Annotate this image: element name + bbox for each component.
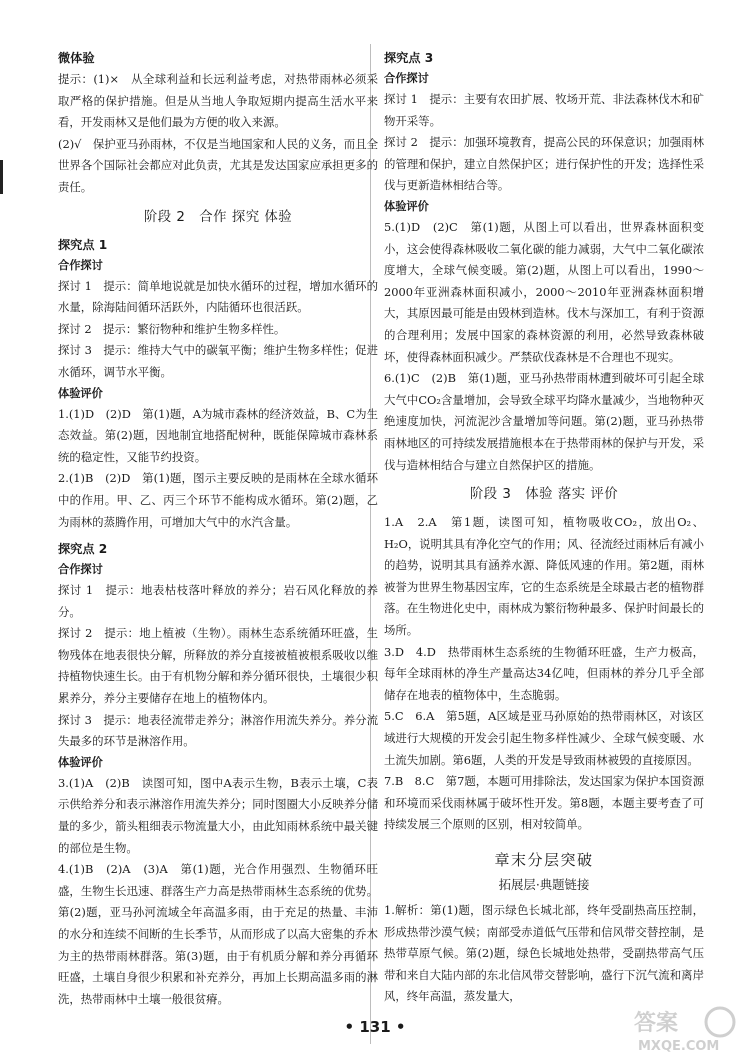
page-number: • 131 •	[344, 1018, 406, 1036]
explore-point-1-heading: 探究点 1	[58, 237, 108, 252]
svg-text:MXQE.COM: MXQE.COM	[638, 1039, 720, 1054]
experience-evaluation-heading: 体验评价	[384, 199, 429, 213]
discussion-3: 探讨 3 提示：维持大气中的碳氧平衡；维护生物多样性；促进水循环，调节水平衡。	[58, 343, 378, 379]
experience-evaluation-heading: 体验评价	[58, 386, 103, 400]
experience-evaluation-heading: 体验评价	[58, 755, 103, 769]
stage-3-answers-5-6: 5.C 6.A 第5题，A区域是亚马孙原始的热带雨林区，对该区域进行大规模的开发会引起生物多样性减少、全球气候变暖、水土流失加剧。第6题，人类的开发是导致雨林被毁的直接原因。	[384, 709, 704, 767]
explore-point-3-heading: 探究点 3	[384, 51, 434, 65]
evaluation-answer-3: 3.(1)A (2)B 读图可知，图中A表示生物，B表示土壤，C表示供给养分和表示淋溶作用流失养分；同时图圈大小反映养分储量的多少，箭头粗细表示物流量大小，由此知雨林系统中最关键的部位是生物。	[58, 775, 378, 855]
evaluation-answer-1: 1.(1)D (2)D 第(1)题，A为城市森林的经济效益，B、C为生态效益。第(2)题，因地制宜地搭配树种，既能保障城市森林系统的稳定性，又能节约投资。	[58, 406, 378, 464]
discussion-2: 探讨 2 提示：加强环境教育，提高公民的环保意识；加强雨林的管理和保护，建立自然保护区；进行保护性的开发；选择性采伐与更新造林相结合等。	[384, 135, 704, 193]
stage-3-heading: 阶段 3 体验 落实 评价	[469, 487, 619, 503]
discussion-1: 探讨 1 提示：简单地说就是加快水循环的过程，增加水循环的水量，除海陆间循环活跃外，内陆循环也很活跃。	[58, 278, 378, 315]
discussion-1: 探讨 1 提示：地表枯枝落叶释放的养分；岩石风化释放的养分。	[58, 583, 378, 619]
stage-3-answers-7-8: 7.B 8.C 第7题，本题可用排除法，发达国家为保护本国资源和环境而采伐雨林属于破坏性开发。第8题，本题主要考查了可持续发展三个原则的区别，相对较简单。	[384, 774, 704, 832]
cooperative-discussion-heading: 合作探讨	[58, 258, 103, 272]
right-column	[384, 46, 704, 1008]
evaluation-answer-2: 2.(1)B (2)D 第(1)题，图示主要反映的是雨林在全球水循环中的作用。甲、乙、丙三个环节不能构成水循环。第(2)题，乙为雨林的蒸腾作用，可增加大气中的水汽含量。	[58, 471, 378, 529]
micro-experience-heading: 微体验	[58, 51, 95, 65]
evaluation-answer-5: 5.(1)D (2)C 第(1)题，从图上可以看出，世界森林面积变小，这会使得森林吸收二氧化碳的能力减弱，大气中二氧化碳浓度增大，全球气候变暖。第(2)题，从图上可以看出，1990～2000年亚洲森林面积减小，2000～2010年亚洲森林面积增大，其原因最可能是由毁林到造林。伐木与深加工，有利于资源的合理利用；发展中国家的森林资源的利用，必然导致森林破坏，使得森林面积减少。严禁砍伐森林是不合理也不现实。	[384, 219, 704, 364]
discussion-3: 探讨 3 提示：地表径流带走养分；淋溶作用流失养分。养分流失最多的环节是淋溶作用。	[58, 712, 378, 749]
discussion-2: 探讨 2 提示：地上植被（生物）。雨林生态系统循环旺盛，生物残体在地表很快分解，所释放的养分直接被植被根系吸收以维持植物快速生长。由于有机物分解和养分循环很快，土壤很少积累养分，养分主要储存在地上的植物体内。	[58, 626, 378, 706]
svg-text:答案: 答案	[634, 1011, 679, 1036]
evaluation-answer-4: 4.(1)B (2)A (3)A 第(1)题，光合作用强烈、生物循环旺盛，生物生长迅速、群落生产力高是热带雨林生态系统的优势。第(2)题，亚马孙河流域全年高温多雨，由于充足的热量、丰沛的水分和连续不间断的生长季节，从而形成了以高大密集的乔木为主的热带雨林群落。第(3)题，由于有机质分解和养分再循环旺盛，土壤自身很少积累和补充养分，再加上长期高温多雨的淋洗，热带雨林中土壤一般很贫瘠。	[58, 862, 378, 1006]
explore-point-2-heading: 探究点 2	[58, 542, 108, 557]
discussion-2: 探讨 2 提示：繁衍物种和维护生物多样性。	[58, 321, 286, 336]
stage-2-heading: 阶段 2 合作 探究 体验	[143, 209, 293, 225]
evaluation-answer-6: 6.(1)C (2)B 第(1)题，亚马孙热带雨林遭到破坏可引起全球大气中CO₂含量增加，会导致全球平均降水量减少，当地物种灭绝速度加快，河流泥沙含量增加等问题。第(2)题，亚马孙热带雨林地区的可持续发展措施根本在于热带雨林的保护与开发，采伐与造林相结合与建立自然保护区的措施。	[384, 371, 704, 472]
watermark-logo	[630, 1002, 742, 1056]
extension-layer-subheading: 拓展层·典题链接	[498, 877, 590, 892]
micro-answer-1: 提示：(1)× 从全球利益和长远利益考虑，对热带雨林必须采取严格的保护措施。但是从当地人争取短期内提高生活水平来看，开发雨林又是他们最为方便的收入来源。	[58, 72, 378, 130]
page-edge-mark	[0, 160, 3, 194]
discussion-1: 探讨 1 提示：主要有农田扩展、牧场开荒、非法森林伐木和矿物开采等。	[384, 92, 704, 128]
micro-answer-2: (2)√ 保护亚马孙雨林，不仅是当地国家和人民的义务，而且全世界各个国际社会都应对此负责，尤其是发达国家应承担更多的责任。	[58, 136, 378, 194]
left-column	[58, 46, 378, 1010]
chapter-summary-heading: 章末分层突破	[494, 851, 594, 869]
stage-3-answers-1-2: 1.A 2.A 第1题，读图可知，植物吸收CO₂，放出O₂、H₂O，说明其具有净化空气的作用；风、径流经过雨林后有减小的趋势，说明其具有涵养水源、降低风速的作用。第2题，雨林被誉为世界生物基因宝库，它的生态系统是全球最古老的植物群落。在生物进化史中，雨林成为繁衍物种最多、保护时间最长的场所。	[384, 515, 704, 638]
analysis-answer-1: 1.解析：第(1)题，图示绿色长城北部，终年受副热高压控制，形成热带沙漠气候；南部受赤道低气压带和信风带交替控制，是热带草原气候。第(2)题，绿色长城地处热带，受副热带高气压带和来自大陆内部的东北信风带交替影响，盛行下沉气流和离岸风，终年高温，蒸发量大，	[384, 903, 704, 1004]
cooperative-discussion-heading: 合作探讨	[384, 72, 429, 85]
cooperative-discussion-heading: 合作探讨	[58, 563, 103, 577]
stage-3-answers-3-4: 3.D 4.D 热带雨林生态系统的生物循环旺盛，生产力极高，每年全球雨林的净生产量高达34亿吨，但雨林的养分几乎全部储存在地表的植物体中，生态脆弱。	[384, 644, 704, 702]
